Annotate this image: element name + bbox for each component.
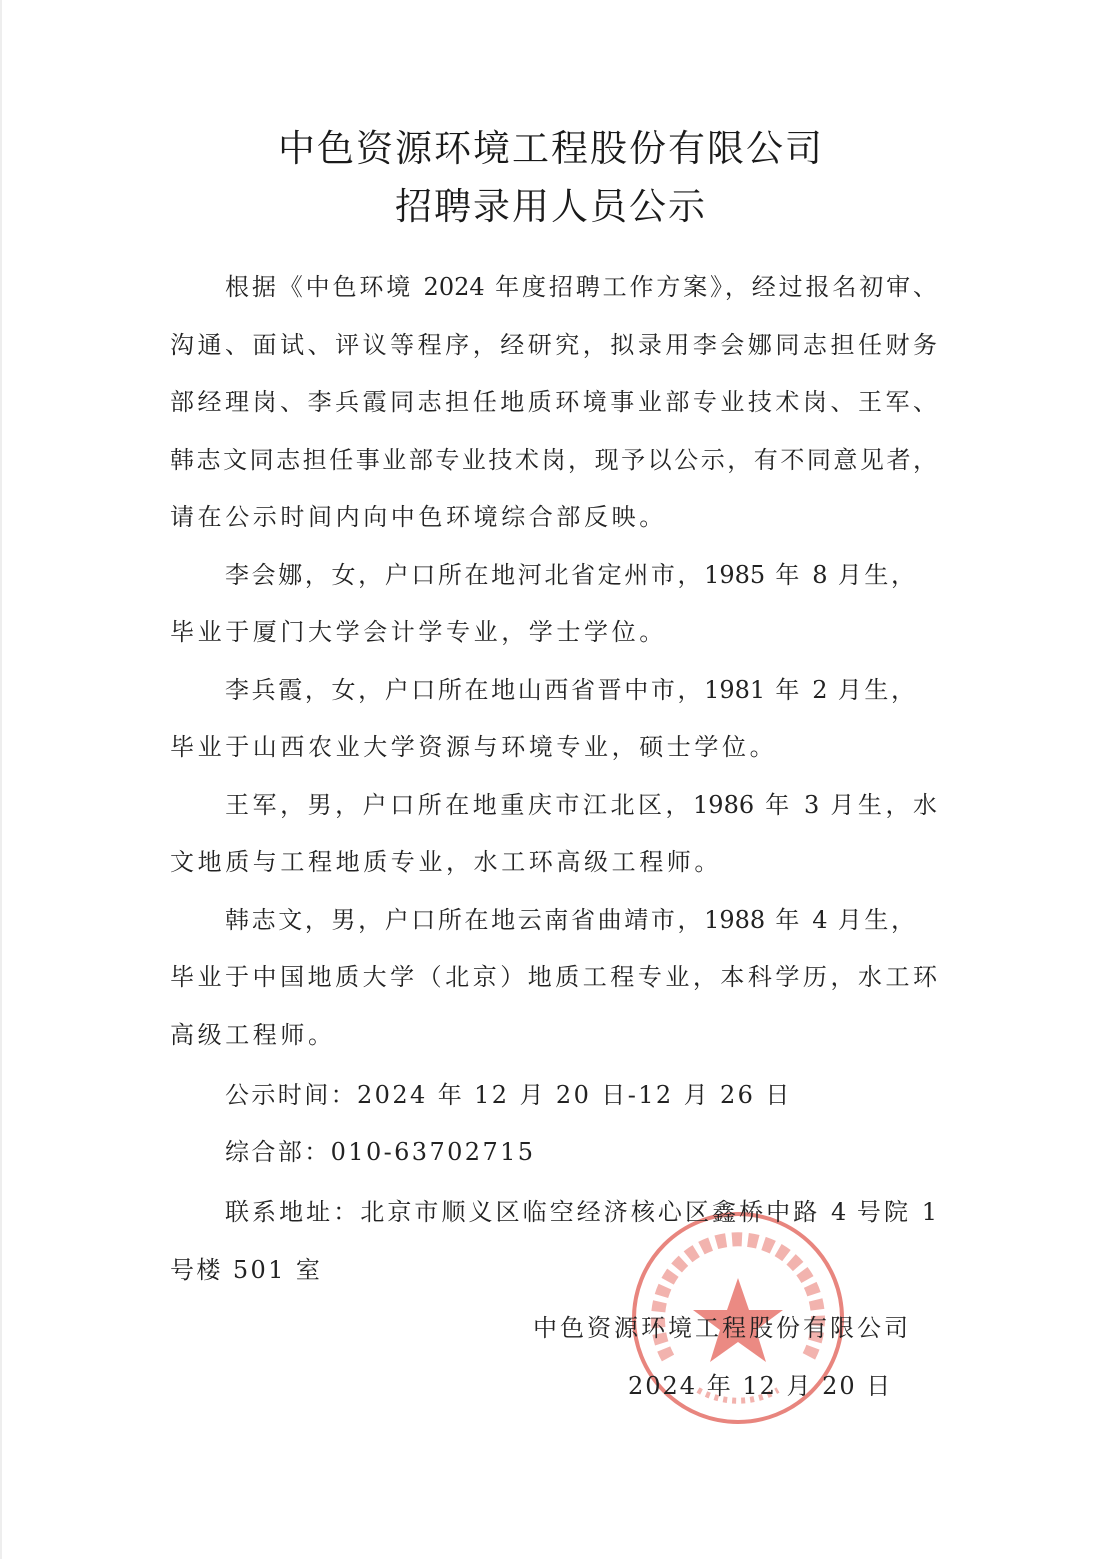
body-line: 韩志文，男，户口所在地云南省曲靖市，1988 年 4 月生， — [225, 906, 915, 934]
contact-phone: 综合部：010-63702715 — [225, 1138, 536, 1166]
publicity-period: 公示时间：2024 年 12 月 20 日-12 月 26 日 — [225, 1081, 792, 1109]
body-line: 王军，男，户口所在地重庆市江北区，1986 年 3 月生，水 — [225, 791, 937, 819]
body-line: 沟通、面试、评议等程序，经研究，拟录用李会娜同志担任财务 — [170, 331, 937, 359]
document-title: 中色资源环境工程股份有限公司 — [278, 127, 824, 170]
contact-address-cont: 号楼 501 室 — [170, 1256, 323, 1284]
body-line: 部经理岗、李兵霞同志担任地质环境事业部专业技术岗、王军、 — [170, 388, 937, 416]
signature-company: 中色资源环境工程股份有限公司 — [533, 1314, 911, 1342]
body-line: 毕业于山西农业大学资源与环境专业，硕士学位。 — [170, 733, 778, 761]
body-line: 文地质与工程地质专业，水工环高级工程师。 — [170, 848, 722, 876]
body-line: 韩志文同志担任事业部专业技术岗，现予以公示，有不同意见者， — [170, 446, 937, 474]
body-line: 李会娜，女，户口所在地河北省定州市，1985 年 8 月生， — [225, 561, 915, 589]
contact-address: 联系地址：北京市顺义区临空经济核心区鑫桥中路 4 号院 1 — [225, 1198, 937, 1226]
body-line: 李兵霞，女，户口所在地山西省晋中市，1981 年 2 月生， — [225, 676, 915, 704]
body-line: 毕业于中国地质大学（北京）地质工程专业，本科学历，水工环 — [170, 963, 937, 991]
body-line: 请在公示时间内向中色环境综合部反映。 — [170, 503, 667, 531]
body-line: 根据《中色环境 2024 年度招聘工作方案》，经过报名初审、 — [225, 273, 937, 301]
body-line: 高级工程师。 — [170, 1021, 336, 1049]
signature-date: 2024 年 12 月 20 日 — [628, 1372, 893, 1400]
document-subtitle: 招聘录用人员公示 — [395, 185, 707, 228]
body-line: 毕业于厦门大学会计学专业，学士学位。 — [170, 618, 667, 646]
